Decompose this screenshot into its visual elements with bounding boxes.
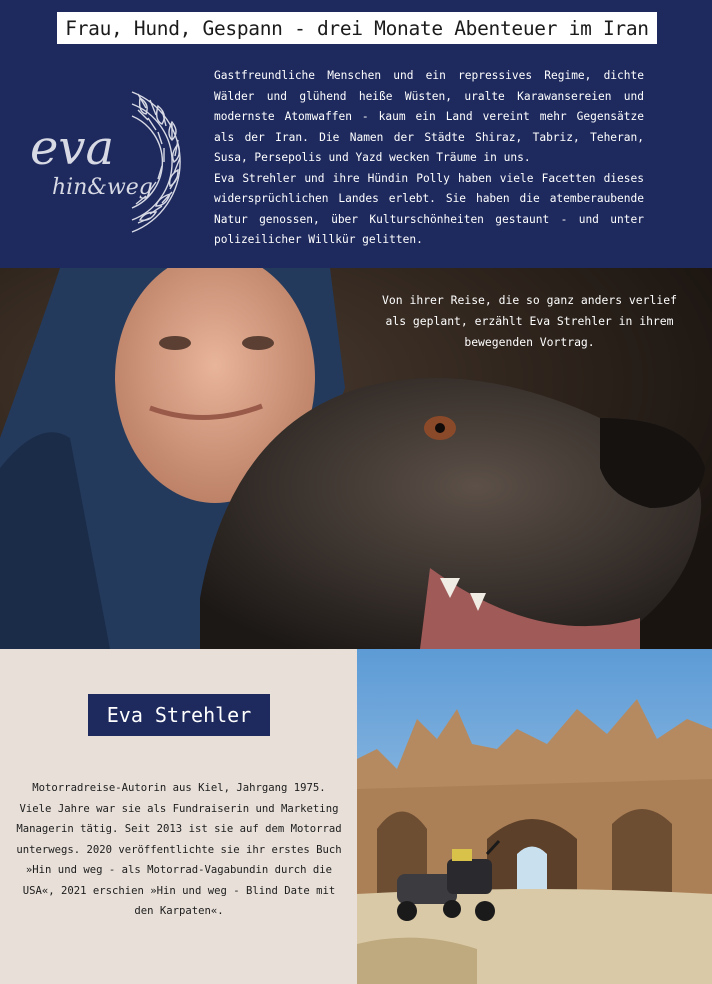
- title-box: [57, 12, 657, 44]
- logo-eva-text: eva: [30, 120, 115, 176]
- bio-text: Motorradreise-Autorin aus Kiel, Jahrgang 1975. Viele Jahre war sie als Fundraiserin und Marketing Managerin tätig. Seit 2013 ist sie auf dem Motorrad unterwegs. 2020 veröffentlichte sie ihr erstes Buch »Hin und weg - als Motorrad-Vagabundin durch die USA«, 2021 erschien »Hin und weg - Blind Date mit den Karpaten«.: [16, 782, 342, 917]
- intro-text: [214, 66, 644, 251]
- author-name: Eva Strehler: [106, 703, 252, 727]
- quote-text: Von ihrer Reise, die so ganz anders verlief als geplant, erzählt Eva Strehler in ihrem bewegenden Vortrag.: [382, 293, 677, 349]
- logo-hinweg-text: hin&weg: [52, 175, 153, 200]
- ruins-photo: [357, 649, 712, 984]
- name-box: [88, 694, 270, 736]
- page-title: Frau, Hund, Gespann - drei Monate Abenteuer im Iran: [65, 16, 649, 40]
- intro-paragraph-1: Gastfreundliche Menschen und ein repressives Regime, dichte Wälder und glühend heiße Wüsten, uralte Karawansereien und modernste Atomwaffen - kaum ein Land vereint mehr Gegensätze als der Iran. Die Namen der Städte Shiraz, Tabriz, Teheran, Susa, Persepolis und Yazd wecken Träume in uns.: [214, 69, 644, 164]
- header-band: [0, 0, 712, 268]
- portrait-photo: [0, 268, 712, 649]
- intro-paragraph-2: Eva Strehler und ihre Hündin Polly haben viele Facetten dieses widersprüchlichen Landes erlebt. Sie haben die atemberaubende Natur genossen, über Kulturschönheiten gestaunt - und unter polizeilicher Willkür gelitten.: [214, 171, 644, 246]
- eva-hinweg-logo: [22, 82, 192, 242]
- desert-ruins-motorcycle-illustration: [357, 649, 712, 984]
